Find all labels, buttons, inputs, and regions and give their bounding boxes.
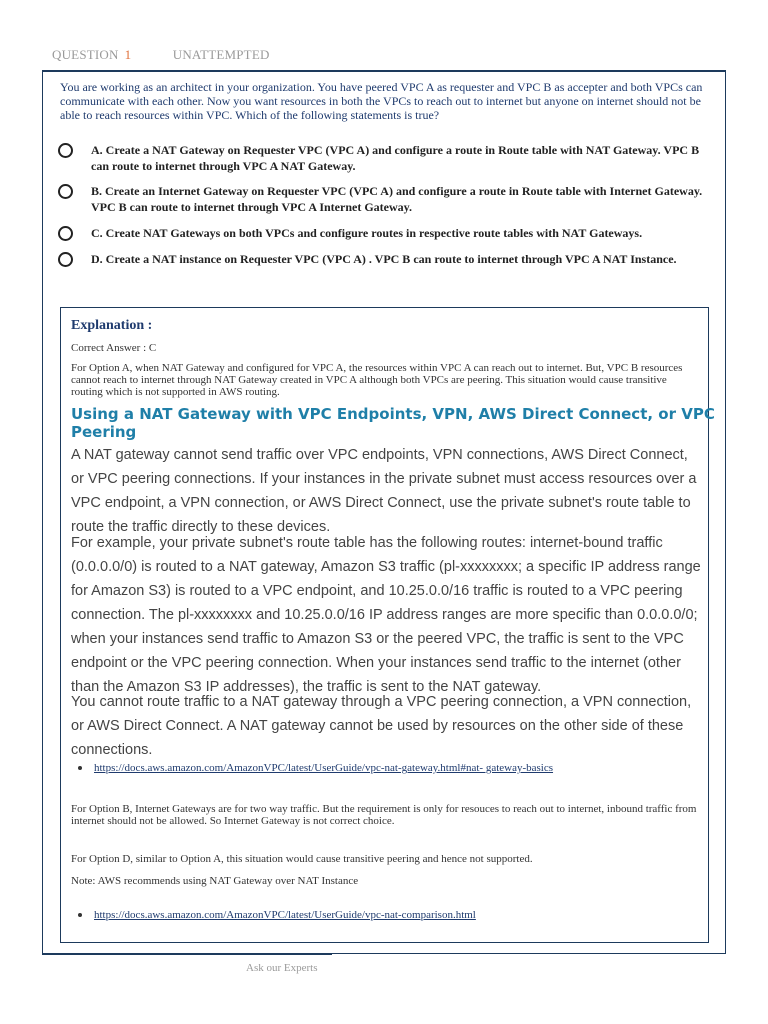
option-d[interactable] bbox=[58, 251, 718, 267]
correct-answer: Correct Answer : C bbox=[71, 342, 157, 354]
bullet bbox=[78, 913, 82, 917]
ask-experts-link[interactable]: Ask our Experts bbox=[246, 962, 318, 974]
option-a[interactable] bbox=[58, 142, 718, 174]
nat-comparison-doc-link[interactable]: https://docs.aws.amazon.com/AmazonVPC/latest/UserGuide/vpc-nat-comparison.html bbox=[94, 909, 476, 921]
question-label: QUESTION bbox=[52, 47, 119, 62]
reference-link-item-1 bbox=[78, 762, 553, 774]
question-text: You are working as an architect in your organization. You have peered VPC A as requester and VPC B as accepter and both VPCs can communicate with each other. Now you want resources in both the VPCs to reach out to internet but anyone on internet should not be able to reach resources within VPC. Which of the following statements is true? bbox=[60, 80, 703, 122]
aws-doc-paragraph-3: You cannot route traffic to a NAT gateway through a VPC peering connection, a VPN connection, or AWS Direct Connect. A NAT gateway cannot be used by resources on the other side of these connections. bbox=[71, 694, 692, 758]
reference-link-item-2 bbox=[78, 909, 476, 921]
radio-option-c[interactable] bbox=[58, 226, 73, 241]
question-header bbox=[52, 47, 270, 63]
note-text: Note: AWS recommends using NAT Gateway over NAT Instance bbox=[71, 875, 359, 887]
aws-doc-heading: Using a NAT Gateway with VPC Endpoints, VPN, AWS Direct Connect, or VPC Peering bbox=[71, 405, 715, 441]
nat-gateway-doc-link[interactable]: https://docs.aws.amazon.com/AmazonVPC/latest/UserGuide/vpc-nat-gateway.html#nat- gateway-basics bbox=[94, 762, 554, 774]
option-a-explanation: For Option A, when NAT Gateway and configured for VPC A, the resources within VPC A can reach out to internet. But, VPC B resources cannot reach to internet through NAT Gateway created in VPC A although both VPCs are peering. This situation would cause transitive routing which is not supported in AWS routing. bbox=[71, 362, 683, 398]
aws-doc-paragraph-1: A NAT gateway cannot send traffic over VPC endpoints, VPN connections, AWS Direct Connect, or VPC peering connections. If your instances in the private subnet must access resources over a VPC endpoint, a VPN connection, or AWS Direct Connect, use the private subnet's route table to route the traffic directly to these devices. bbox=[71, 447, 697, 535]
option-b-label: B. Create an Internet Gateway on Requester VPC (VPC A) and configure a route in Route table with Internet Gateway. VPC B can route to internet through VPC A Internet Gateway. bbox=[91, 184, 703, 214]
bullet bbox=[78, 766, 82, 770]
option-b[interactable] bbox=[58, 183, 718, 215]
question-number: 1 bbox=[124, 47, 132, 62]
option-d-label: D. Create a NAT instance on Requester VPC (VPC A) . VPC B can route to internet through VPC A NAT Instance. bbox=[91, 252, 677, 266]
card-footer-line bbox=[42, 953, 332, 955]
radio-option-a[interactable] bbox=[58, 143, 73, 158]
option-b-explanation: For Option B, Internet Gateways are for two way traffic. But the requirement is only for resouces to reach out to internet, inbound traffic from internet should not be allowed. So Internet Gateway is not correct choice. bbox=[71, 803, 697, 827]
option-c[interactable] bbox=[58, 225, 718, 241]
radio-option-d[interactable] bbox=[58, 252, 73, 267]
question-status: UNATTEMPTED bbox=[172, 47, 270, 62]
option-d-explanation: For Option D, similar to Option A, this situation would cause transitive peering and hence not supported. bbox=[71, 853, 533, 865]
explanation-title: Explanation : bbox=[71, 318, 153, 333]
radio-option-b[interactable] bbox=[58, 184, 73, 199]
aws-doc-paragraph-2: For example, your private subnet's route table has the following routes: internet-bound traffic (0.0.0.0/0) is routed to a NAT gateway, Amazon S3 traffic (pl-xxxxxxxx; a specific IP address range for Amazon S3) is routed to a VPC endpoint, and 10.25.0.0/16 traffic is routed to a VPC peering connection. The pl-xxxxxxxx and 10.25.0.0/16 IP address ranges are more specific than 0.0.0.0/0; when your instances send traffic to Amazon S3 or the peered VPC, the traffic is sent to the VPC endpoint or the VPC peering connection. When your instances send traffic to the internet (other than the Amazon S3 IP addresses), the traffic is sent to the NAT gateway. bbox=[71, 535, 701, 695]
option-a-label: A. Create a NAT Gateway on Requester VPC (VPC A) and configure a route in Route table with NAT Gateway. VPC B can route to internet through VPC A NAT Gateway. bbox=[91, 143, 700, 173]
option-c-label: C. Create NAT Gateways on both VPCs and configure routes in respective route tables with NAT Gateways. bbox=[91, 226, 643, 240]
